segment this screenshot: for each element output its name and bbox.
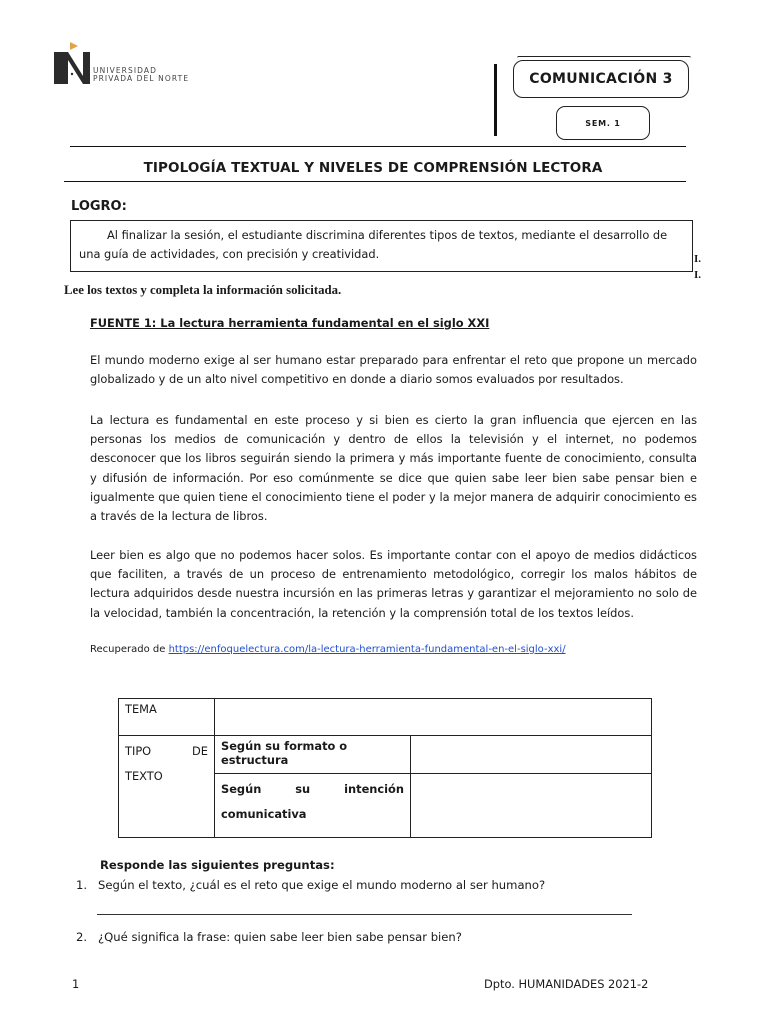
logro-text: Al finalizar la sesión, el estudiante discrimina diferentes tipos de textos, mediante el desarrollo de una guía de actividades, con precisión y creatividad. [79, 228, 668, 261]
questions-heading: Responde las siguientes preguntas: [100, 858, 335, 872]
title-rule [64, 181, 686, 182]
formato-label: Según su formato o estructura [221, 739, 348, 767]
formato-label-cell [214, 735, 411, 774]
intencion-word-1: Según [221, 782, 262, 796]
course-badge: COMUNICACIÓN 3 [513, 60, 689, 98]
formato-answer-cell[interactable] [410, 735, 652, 774]
university-line-2: PRIVADA DEL NORTE [93, 74, 190, 83]
logro-heading: LOGRO: [71, 199, 127, 214]
intencion-word-2: su [295, 782, 311, 796]
intencion-answer-cell[interactable] [410, 773, 652, 838]
header-rule [70, 146, 686, 147]
source-heading: FUENTE 1: La lectura herramienta fundamental en el siglo XXI [90, 316, 490, 330]
tipo-label-word-1: TIPO [125, 744, 152, 758]
answer-line-1[interactable] [97, 914, 632, 915]
logro-box [70, 220, 693, 272]
side-mark-1: I. [694, 253, 702, 265]
tipo-label-word-2: DE [192, 744, 208, 758]
question-1-text: Según el texto, ¿cuál es el reto que exige el mundo moderno al ser humano? [98, 878, 546, 892]
university-line-1: UNIVERSIDAD [93, 66, 158, 75]
source-prefix: Recuperado de [90, 644, 169, 655]
side-mark-2: I. [694, 269, 702, 281]
paragraph-3: Leer bien es algo que no podemos hacer solos. Es importante contar con el apoyo de medios didácticos que faciliten, a través de un proceso de entrenamiento metodológico, corregir los malos hábitos de lectura adquiridos desde nuestra incursión en las primeras letras y garantizar el mejoramiento no solo de la velocidad, también la concentración, la retención y la comprensión total de los textos leídos. [90, 548, 697, 620]
text-analysis-table [118, 698, 652, 838]
source-citation [90, 644, 566, 655]
intencion-word-3: intención [344, 782, 404, 796]
university-name [93, 67, 189, 83]
intencion-word-4: comunicativa [221, 807, 307, 821]
paragraph-1: El mundo moderno exige al ser humano estar preparado para enfrentar el reto que propone un mercado globalizado y de un alto nivel competitivo en donde a diario somos evaluados por resultados. [90, 353, 697, 387]
page-title: TIPOLOGÍA TEXTUAL Y NIVELES DE COMPRENSIÓN LECTORA [143, 160, 603, 176]
header-divider [494, 64, 497, 136]
question-1-number: 1. [76, 878, 88, 892]
department-footer: Dpto. HUMANIDADES 2021-2 [484, 977, 649, 991]
page-number: 1 [72, 977, 80, 991]
session-badge: SEM. 1 [556, 106, 650, 140]
tipo-label-cell [118, 735, 215, 838]
tema-label-cell [118, 698, 215, 736]
course-pill-top-edge [517, 56, 691, 58]
source-link[interactable]: https://enfoquelectura.com/la-lectura-herramienta-fundamental-en-el-siglo-xxi/ [168, 644, 566, 655]
question-2-number: 2. [76, 930, 88, 944]
tipo-label-word-3: TEXTO [125, 769, 163, 783]
tema-label: TEMA [125, 702, 157, 716]
question-2-text: ¿Qué significa la frase: quien sabe leer bien sabe pensar bien? [98, 930, 462, 944]
tema-answer-cell[interactable] [214, 698, 652, 736]
paragraph-2: La lectura es fundamental en este proceso y si bien es cierto la gran influencia que ejercen en las personas los medios de comunicación y dentro de ellos la televisión y el internet, no podemos desconocer que los libros seguirán siendo la primera y más importante fuente de conocimiento, consulta y difusión de información. Por eso comúnmente se dice que quien sabe leer bien sabe pensar bien e igualmente que quien tiene el conocimiento tiene el poder y la mejor manera de adquirir conocimiento es a través de la lectura de libros. [90, 413, 697, 524]
intencion-label-cell [214, 773, 411, 838]
instruction-text: Lee los textos y completa la información solicitada. [64, 283, 342, 297]
upn-logo-icon [52, 40, 96, 86]
